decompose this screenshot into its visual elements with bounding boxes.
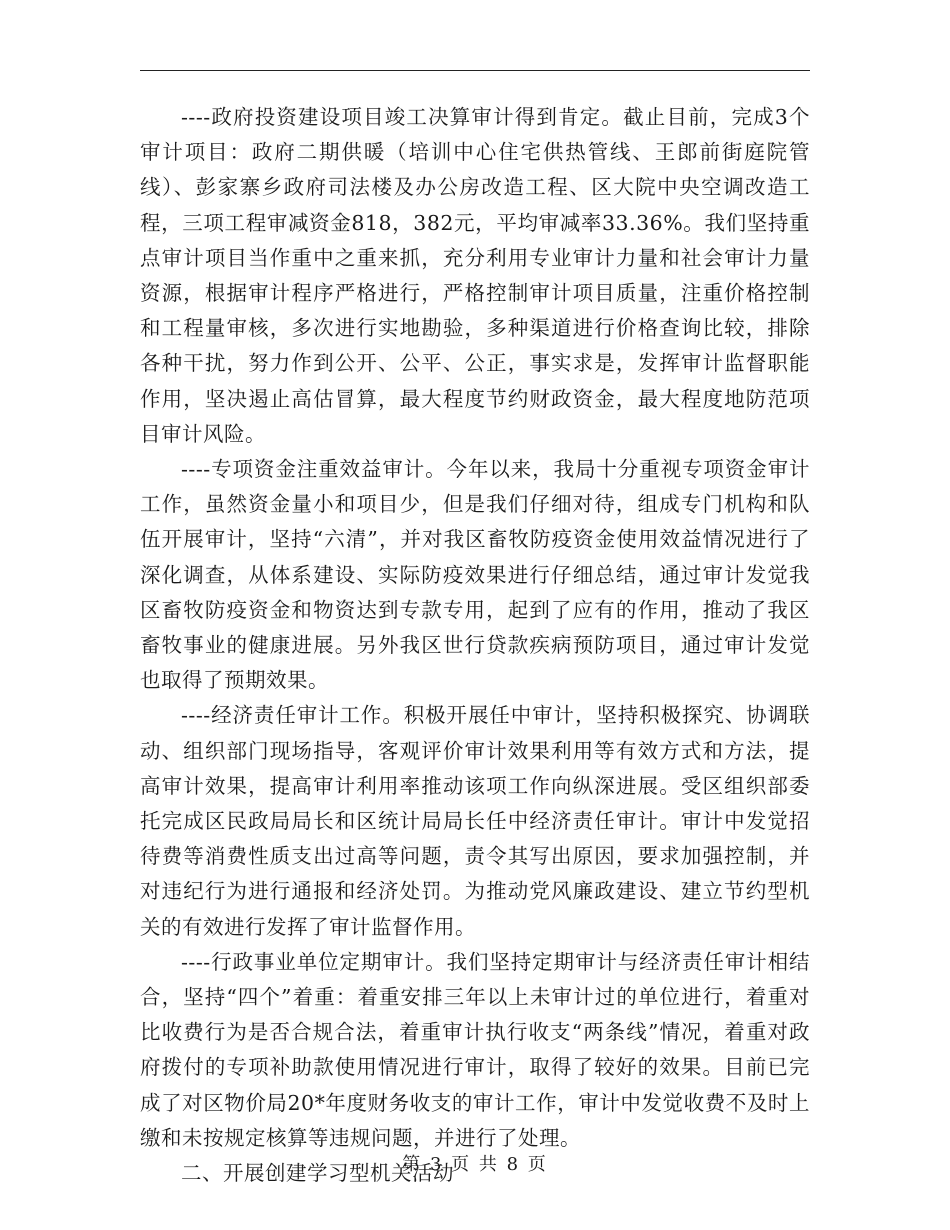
page-footer: 第 3 页 共 8 页 [402, 1154, 548, 1175]
paragraph-special-funds-audit: ----专项资金注重效益审计。今年以来，我局十分重视专项资金审计工作，虽然资金量小和项目少，但是我们仔细对待，组成专门机构和队伍开展审计，坚持“六清”，并对我区畜牧防疫资金使用效益情况进行了深化调查，从体系建设、实际防疫效果进行仔细总结，通过审计发觉我区畜牧防疫资金和物资达到专款专用，起到了应有的作用，推动了我区畜牧事业的健康进展。另外我区世行贷款疾病预防项目，通过审计发觉也取得了预期效果。 [140, 457, 810, 693]
paragraph-administrative-units-audit: ----行政事业单位定期审计。我们坚持定期审计与经济责任审计相结合，坚持“四个”着重：着重安排三年以上未审计过的单位进行，着重对比收费行为是否合规合法，着重审计执行收支“两条线”情况，着重对政府拨付的专项补助款使用情况进行审计，取得了较好的效果。目前已完成了对区物价局20*年度财务收支的审计工作，审计中发觉收费不及时上缴和未按规定核算等违规问题，并进行了处理。 [140, 949, 810, 1150]
paragraph-economic-responsibility-audit: ----经济责任审计工作。积极开展任中审计，坚持积极探究、协调联动、组织部门现场指导，客观评价审计效果利用等有效方式和方法，提高审计效果，提高审计利用率推动该项工作向纵深进展。受区组织部委托完成区民政局局长和区统计局局长任中经济责任审计。审计中发觉招待费等消费性质支出过高等问题，责令其写出原因，要求加强控制，并对违纪行为进行通报和经济处罚。为推动党风廉政建设、建立节约型机关的有效进行发挥了审计监督作用。 [140, 703, 810, 939]
document-body [140, 100, 810, 1191]
header-rule [140, 70, 810, 71]
section-heading: 二、开展创建学习型机关活动 [181, 1161, 454, 1186]
paragraph-government-investment-audit: ----政府投资建设项目竣工决算审计得到肯定。截止目前，完成3个审计项目：政府二期供暖（培训中心住宅供热管线、王郎前街庭院管线）、彭家寨乡政府司法楼及办公房改造工程、区大院中央空调改造工程，三项工程审减资金818，382元，平均审减率33.36%。我们坚持重点审计项目当作重中之重来抓，充分利用专业审计力量和社会审计力量资源，根据审计程序严格进行，严格控制审计项目质量，注重价格控制和工程量审核，多次进行实地勘验，多种渠道进行价格查询比较，排除各种干扰，努力作到公开、公平、公正，事实求是，发挥审计监督职能作用，坚决遏止高估冒算，最大程度节约财政资金，最大程度地防范项目审计风险。 [140, 105, 810, 446]
